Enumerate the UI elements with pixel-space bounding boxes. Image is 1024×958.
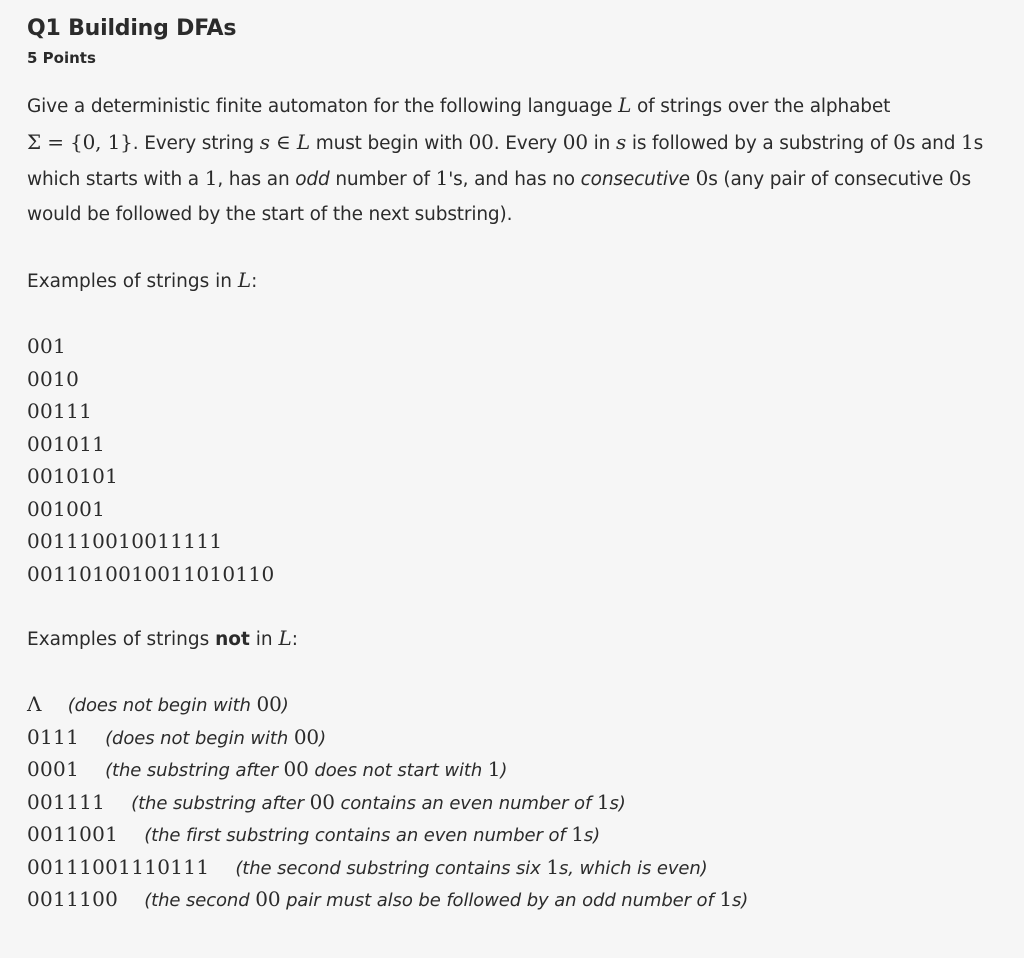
example-string: 0111 (27, 724, 80, 749)
prompt-text: of strings over the alphabet (631, 96, 891, 117)
list-item (27, 753, 1012, 786)
example-reason (144, 887, 749, 911)
reason-text: pair must also be followed by an odd number of (280, 890, 720, 911)
emphasis-not: not (215, 629, 250, 650)
notin-examples-label (27, 622, 1012, 656)
list-item (27, 460, 1012, 493)
example-reason (67, 692, 289, 716)
example-string: 0011100 (27, 887, 119, 911)
list-item (27, 395, 1012, 428)
math-0: 0 (948, 166, 962, 190)
math-L: L (618, 93, 632, 117)
reason-text: (does not begin with (105, 727, 294, 749)
example-reason (131, 789, 626, 814)
in-examples-label (27, 264, 1012, 298)
prompt-text: s which starts with a (27, 132, 984, 190)
reason-text: s, which is even) (558, 857, 708, 879)
reason-text: contains an even number of (334, 792, 597, 814)
math-1: 1 (204, 166, 218, 190)
example-string: 0010101 (27, 464, 119, 488)
prompt-text: 's, and has no (448, 169, 581, 190)
math-0: 0 (893, 129, 906, 154)
math-00: 00 (468, 129, 494, 154)
reason-text: (the first substring contains an even number of (144, 825, 572, 846)
list-item (27, 558, 1012, 591)
label-text: Examples of strings (27, 629, 216, 650)
prompt-text: s (any pair of consecutive (708, 169, 949, 190)
question-prompt (27, 88, 1017, 232)
label-text: Examples of strings in (27, 271, 238, 292)
prompt-text: must begin with (310, 132, 469, 154)
math-0: 0 (695, 166, 709, 190)
prompt-text: s would be followed by the start of the next substring). (27, 169, 971, 225)
example-reason (235, 854, 708, 879)
reason-text: (the substring after (105, 760, 284, 781)
list-item (27, 786, 1012, 819)
list-item (27, 330, 1012, 363)
math-s: s (615, 129, 627, 154)
reason-math: 00 (255, 887, 281, 911)
reason-text: (the second substring contains six (235, 857, 547, 879)
prompt-text: number of (329, 169, 436, 190)
reason-text: ) (319, 727, 326, 749)
reason-math: 00 (256, 692, 282, 716)
in-examples-list (27, 330, 1012, 590)
example-string: 001110010011111 (27, 529, 223, 553)
math-1: 1 (435, 166, 449, 190)
label-text: in (249, 629, 279, 650)
prompt-text: . Every (493, 132, 563, 154)
reason-text: (the substring after (131, 792, 310, 814)
example-string: Λ (27, 692, 42, 716)
reason-math: 00 (293, 724, 320, 749)
list-item (27, 525, 1012, 558)
list-item (27, 493, 1012, 526)
reason-math: 00 (283, 757, 309, 781)
reason-text: ) (500, 760, 508, 781)
list-item (27, 721, 1012, 754)
reason-text: ) (281, 695, 289, 716)
example-string: 00111001110111 (27, 854, 210, 879)
example-string: 001001 (27, 496, 106, 521)
math-L: L (237, 268, 252, 292)
reason-math: 1 (546, 854, 559, 879)
example-string: 0011010010011010110 (27, 561, 275, 586)
emphasis-consecutive: consecutive (580, 169, 690, 190)
math-s-in-L: s ∈ L (259, 129, 311, 154)
prompt-text: s and (905, 132, 962, 154)
emphasis-odd: odd (295, 169, 330, 190)
reason-math: 1 (487, 757, 501, 781)
reason-math: 1 (596, 789, 610, 814)
list-item (27, 851, 1012, 884)
example-string: 0011001 (27, 822, 119, 846)
example-string: 001111 (27, 789, 106, 814)
prompt-text: is followed by a substring of (626, 132, 894, 154)
example-reason (144, 822, 601, 846)
list-item (27, 818, 1012, 851)
reason-text: s) (731, 890, 749, 911)
example-string: 0001 (27, 757, 80, 781)
example-string: 001 (27, 334, 67, 358)
reason-text: (the second (144, 890, 256, 911)
reason-math: 00 (309, 789, 335, 814)
notin-examples-list (27, 688, 1012, 916)
label-text: : (251, 271, 258, 292)
example-string: 001011 (27, 431, 106, 456)
reason-text: does not start with (308, 760, 488, 781)
prompt-text: Give a deterministic finite automaton for the following language (27, 96, 619, 117)
reason-math: 1 (719, 887, 732, 911)
example-reason (105, 757, 508, 781)
reason-text: s) (609, 792, 626, 814)
math-00: 00 (562, 129, 588, 154)
list-item (27, 688, 1012, 721)
question-points: 5 Points (27, 49, 96, 67)
list-item (27, 363, 1012, 396)
prompt-text: , has an (217, 169, 296, 190)
prompt-text: in (587, 132, 616, 154)
math-alphabet: Σ = {0, 1} (27, 129, 133, 154)
example-string: 00111 (27, 399, 93, 423)
question-title: Q1 Building DFAs (27, 16, 237, 41)
list-item (27, 883, 1012, 916)
list-item (27, 428, 1012, 461)
reason-math: 1 (571, 822, 584, 846)
math-L: L (278, 626, 292, 650)
example-string: 0010 (27, 366, 80, 391)
prompt-text: . Every string (132, 132, 260, 154)
label-text: : (291, 629, 299, 650)
math-1: 1 (961, 129, 974, 154)
reason-text: (does not begin with (67, 695, 257, 716)
example-reason (105, 724, 326, 749)
reason-text: s) (583, 825, 601, 846)
